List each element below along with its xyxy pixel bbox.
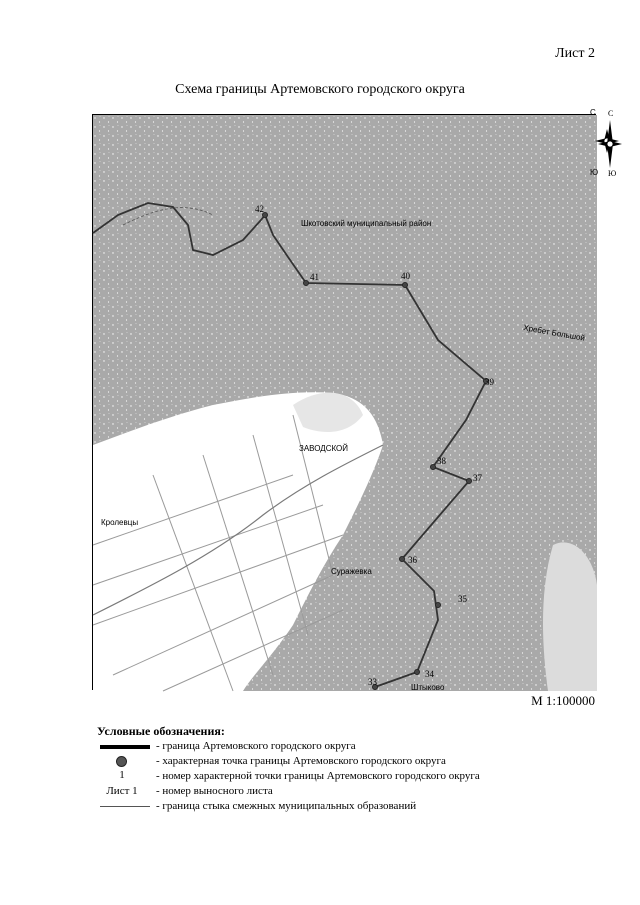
- point-number-37: 37: [473, 473, 482, 483]
- boundary-point-34: [414, 669, 419, 674]
- map-scale: М 1:100000: [531, 693, 595, 708]
- point-number-40: 40: [401, 271, 410, 281]
- compass-north-text: С: [608, 109, 614, 118]
- legend-text: - характерная точка границы Артемовского городского округа: [156, 755, 446, 767]
- boundary-point-38: [430, 464, 435, 469]
- map-canvas: [93, 108, 599, 692]
- thin-line-symbol: [94, 800, 150, 815]
- sheet-symbol: Лист 1: [106, 785, 138, 797]
- boundary-point-36: [399, 556, 404, 561]
- compass-north-label: С: [590, 108, 596, 117]
- legend-item-number: [94, 770, 574, 785]
- point-number-34: 34: [425, 669, 434, 679]
- settlement-krolevtsy: Кролевцы: [101, 518, 139, 527]
- sheet-number: Лист 2: [555, 46, 595, 61]
- point-number-33: 33: [368, 677, 377, 687]
- east-clearing: [543, 542, 597, 691]
- legend-item-point: [94, 755, 574, 770]
- boundary-point-40: [402, 282, 407, 287]
- settlement-shtykovo: Штыково: [411, 683, 445, 692]
- settlement-surazhevka: Суражевка: [331, 567, 372, 576]
- boundary-point-37: [466, 478, 471, 483]
- number-symbol: 1: [119, 769, 125, 781]
- point-number-41: 41: [310, 272, 319, 282]
- legend-item-boundary: [94, 740, 574, 755]
- map-title: Схема границы Артемовского городского округа: [175, 82, 465, 97]
- legend-text: - номер выносного листа: [156, 785, 273, 797]
- dot-symbol: [94, 755, 150, 770]
- boundary-point-35: [435, 602, 440, 607]
- settlement-zavodskoy: ЗАВОДСКОЙ: [299, 444, 349, 453]
- legend-item-junction: [94, 800, 574, 815]
- map-frame[interactable]: [92, 108, 599, 692]
- thick-line-symbol: [94, 740, 150, 755]
- point-number-35: 35: [458, 594, 467, 604]
- compass-south-text: Ю: [608, 169, 617, 178]
- road-label: Хребет Большой: [522, 323, 586, 343]
- compass-rose: [596, 106, 626, 176]
- point-number-42: 42: [255, 204, 264, 214]
- legend-title: Условные обозначения:: [97, 724, 225, 738]
- legend-text: - номер характерной точки границы Артемовского городского округа: [156, 770, 480, 782]
- legend-text: - граница стыка смежных муниципальных образований: [156, 800, 417, 812]
- region-label: Шкотовский муниципальный район: [301, 219, 432, 228]
- legend-text: - граница Артемовского городского округа: [156, 740, 356, 752]
- legend-item-sheet: [94, 785, 574, 800]
- point-number-38: 38: [437, 456, 446, 466]
- point-number-39: 39: [485, 377, 494, 387]
- point-number-36: 36: [408, 555, 417, 565]
- boundary-point-41: [303, 280, 308, 285]
- compass-south-label: Ю: [590, 168, 599, 177]
